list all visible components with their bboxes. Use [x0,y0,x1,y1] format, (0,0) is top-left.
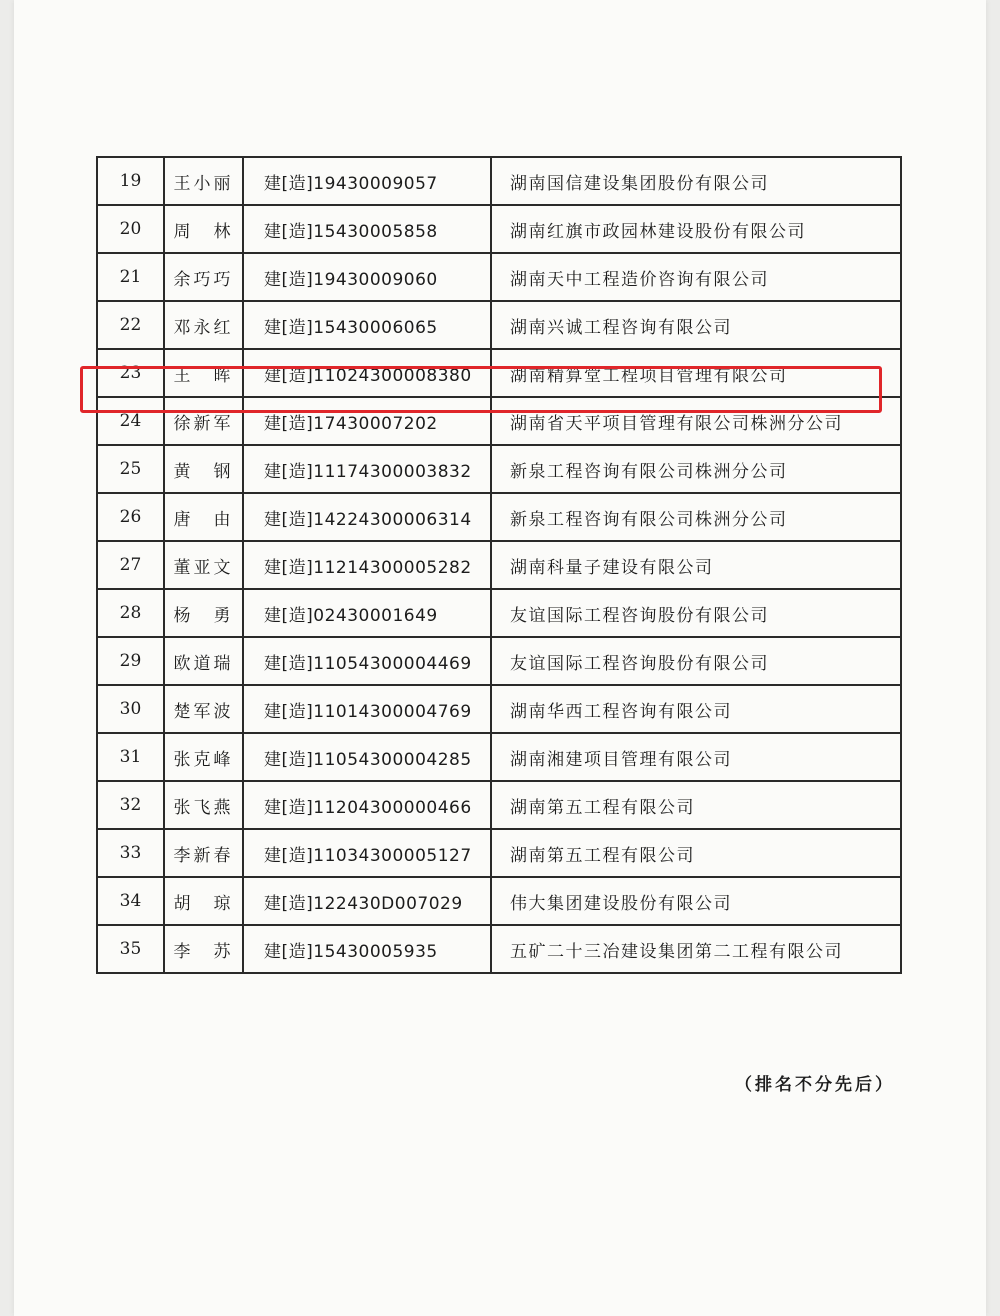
person-name: 张克峰 [164,733,243,781]
certificate-number: 建[造]11054300004285 [243,733,491,781]
certificate-number: 建[造]15430005935 [243,925,491,973]
row-number: 23 [97,349,164,397]
company-name: 友谊国际工程咨询股份有限公司 [491,589,901,637]
person-name: 王小丽 [164,157,243,205]
company-name: 湖南第五工程有限公司 [491,829,901,877]
row-number: 21 [97,253,164,301]
company-name: 五矿二十三冶建设集团第二工程有限公司 [491,925,901,973]
person-name: 楚军波 [164,685,243,733]
row-number: 27 [97,541,164,589]
row-number: 26 [97,493,164,541]
person-name: 杨 勇 [164,589,243,637]
row-number: 25 [97,445,164,493]
person-name: 黄 钢 [164,445,243,493]
company-name: 湖南兴诚工程咨询有限公司 [491,301,901,349]
row-number: 19 [97,157,164,205]
certificate-number: 建[造]11034300005127 [243,829,491,877]
row-number: 20 [97,205,164,253]
company-name: 湖南精算堂工程项目管理有限公司 [491,349,901,397]
row-number: 31 [97,733,164,781]
company-name: 湖南华西工程咨询有限公司 [491,685,901,733]
company-name: 新泉工程咨询有限公司株洲分公司 [491,445,901,493]
person-name: 张飞燕 [164,781,243,829]
certificate-number: 建[造]19430009060 [243,253,491,301]
row-number: 34 [97,877,164,925]
row-number: 28 [97,589,164,637]
person-name: 李新春 [164,829,243,877]
table-row [97,301,901,349]
certificate-number: 建[造]11214300005282 [243,541,491,589]
table-row [97,685,901,733]
certificate-number: 建[造]11024300008380 [243,349,491,397]
table-row [97,589,901,637]
person-name: 邓永红 [164,301,243,349]
table-row [97,877,901,925]
table-row [97,781,901,829]
company-name: 友谊国际工程咨询股份有限公司 [491,637,901,685]
table-row [97,157,901,205]
person-name: 徐新军 [164,397,243,445]
row-number: 22 [97,301,164,349]
company-name: 湖南科量子建设有限公司 [491,541,901,589]
certificate-number: 建[造]14224300006314 [243,493,491,541]
table-row [97,397,901,445]
person-name: 唐 由 [164,493,243,541]
certificate-number: 建[造]11054300004469 [243,637,491,685]
table-row [97,253,901,301]
row-number: 30 [97,685,164,733]
company-name: 新泉工程咨询有限公司株洲分公司 [491,493,901,541]
certificate-number: 建[造]15430006065 [243,301,491,349]
certificate-number: 建[造]02430001649 [243,589,491,637]
row-number: 33 [97,829,164,877]
certificate-number: 建[造]11204300000466 [243,781,491,829]
company-name: 湖南红旗市政园林建设股份有限公司 [491,205,901,253]
company-name: 湖南湘建项目管理有限公司 [491,733,901,781]
table-row-highlighted [97,349,901,397]
ranking-footnote: （排名不分先后） [735,1075,895,1095]
certificate-number: 建[造]15430005858 [243,205,491,253]
row-number: 29 [97,637,164,685]
person-name: 周 林 [164,205,243,253]
company-name: 湖南国信建设集团股份有限公司 [491,157,901,205]
table-row [97,637,901,685]
registrant-table [96,156,902,974]
company-name: 湖南第五工程有限公司 [491,781,901,829]
company-name: 湖南天中工程造价咨询有限公司 [491,253,901,301]
person-name: 王 晖 [164,349,243,397]
row-number: 32 [97,781,164,829]
certificate-number: 建[造]11174300003832 [243,445,491,493]
table-row [97,445,901,493]
company-name: 湖南省天平项目管理有限公司株洲分公司 [491,397,901,445]
certificate-number: 建[造]122430D007029 [243,877,491,925]
person-name: 余巧巧 [164,253,243,301]
company-name: 伟大集团建设股份有限公司 [491,877,901,925]
table-row [97,541,901,589]
table-row [97,829,901,877]
person-name: 欧道瑞 [164,637,243,685]
person-name: 李 苏 [164,925,243,973]
certificate-number: 建[造]19430009057 [243,157,491,205]
person-name: 胡 琼 [164,877,243,925]
row-number: 35 [97,925,164,973]
table-row [97,205,901,253]
row-number: 24 [97,397,164,445]
document-page [14,0,986,1316]
table-row [97,493,901,541]
certificate-number: 建[造]17430007202 [243,397,491,445]
table-row [97,733,901,781]
person-name: 董亚文 [164,541,243,589]
certificate-number: 建[造]11014300004769 [243,685,491,733]
table-row [97,925,901,973]
